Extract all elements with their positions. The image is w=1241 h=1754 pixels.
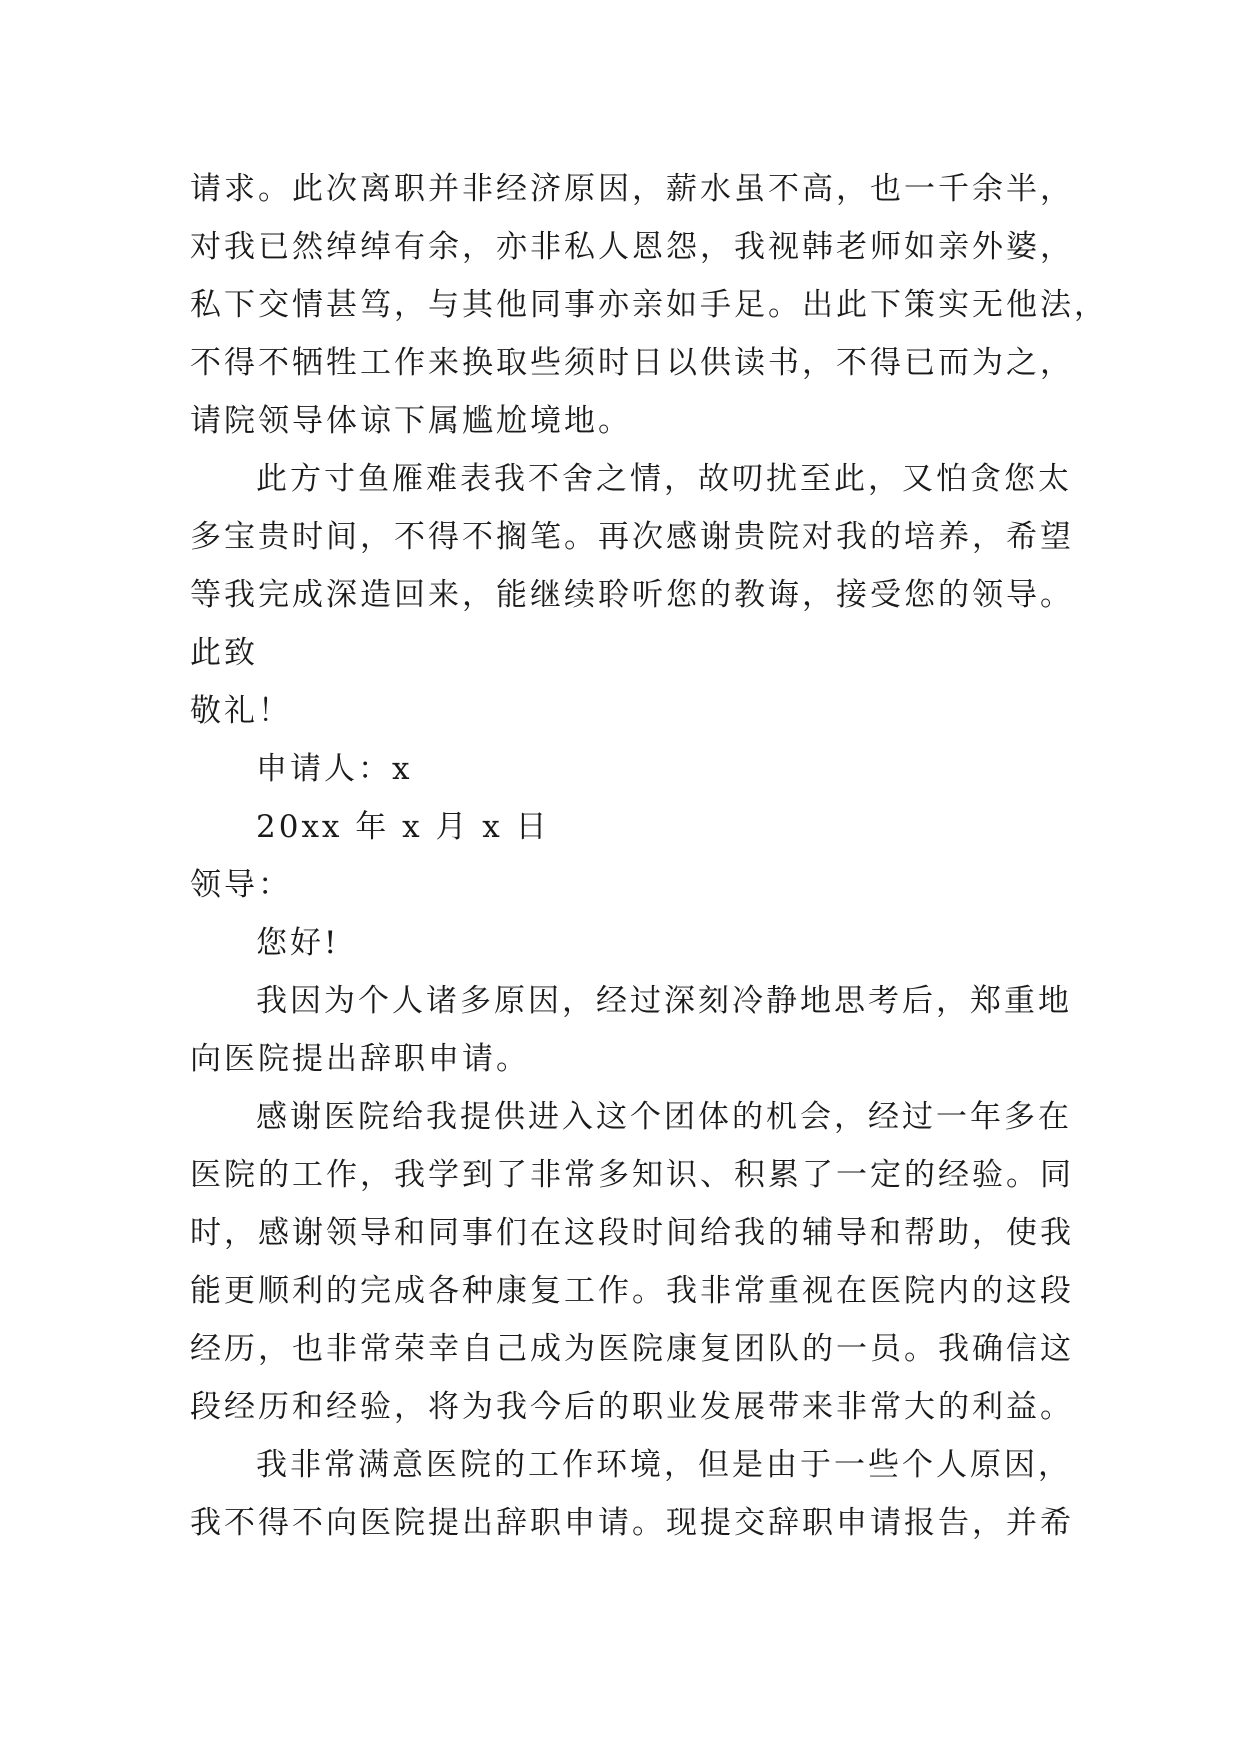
- text-line: 对我已然绰绰有余，亦非私人恩怨，我视韩老师如亲外婆，: [190, 229, 1074, 265]
- text-line: 敬礼！: [190, 693, 292, 729]
- text-line: 不得不牺牲工作来换取些须时日以供读书，不得已而为之，: [190, 345, 1074, 381]
- text-line: 经历，也非常荣幸自己成为医院康复团队的一员。我确信这: [190, 1331, 1074, 1367]
- text-line: 医院的工作，我学到了非常多知识、积累了一定的经验。同: [190, 1157, 1074, 1193]
- text-line: 向医院提出辞职申请。: [190, 1041, 530, 1077]
- text-line: 等我完成深造回来，能继续聆听您的教诲，接受您的领导。: [190, 577, 1074, 613]
- text-line: 申请人：x: [256, 751, 413, 787]
- text-line: 我不得不向医院提出辞职申请。现提交辞职申请报告，并希: [190, 1505, 1074, 1541]
- text-line: 感谢医院给我提供进入这个团体的机会，经过一年多在: [256, 1099, 1072, 1135]
- text-line: 私下交情甚笃，与其他同事亦亲如手足。出此下策实无他法，: [190, 287, 1108, 323]
- text-line: 请求。此次离职并非经济原因，薪水虽不高，也一千余半，: [190, 171, 1074, 207]
- text-line: 我非常满意医院的工作环境，但是由于一些个人原因，: [256, 1447, 1072, 1483]
- text-line: 段经历和经验，将为我今后的职业发展带来非常大的利益。: [190, 1389, 1074, 1425]
- text-line: 此方寸鱼雁难表我不舍之情，故叨扰至此，又怕贪您太: [256, 461, 1072, 497]
- text-line: 请院领导体谅下属尴尬境地。: [190, 403, 632, 439]
- text-line: 能更顺利的完成各种康复工作。我非常重视在医院内的这段: [190, 1273, 1074, 1309]
- letter-body: [190, 160, 1108, 1552]
- text-line: 您好!: [256, 925, 340, 961]
- text-line: 我因为个人诸多原因，经过深刻冷静地思考后，郑重地: [256, 983, 1072, 1019]
- text-line: 20xx 年 x 月 x 日: [256, 809, 550, 845]
- text-line: 领导：: [190, 867, 292, 903]
- text-line: 多宝贵时间，不得不搁笔。再次感谢贵院对我的培养，希望: [190, 519, 1074, 555]
- text-line: 时，感谢领导和同事们在这段时间给我的辅导和帮助，使我: [190, 1215, 1074, 1251]
- text-line: 此致: [190, 635, 258, 671]
